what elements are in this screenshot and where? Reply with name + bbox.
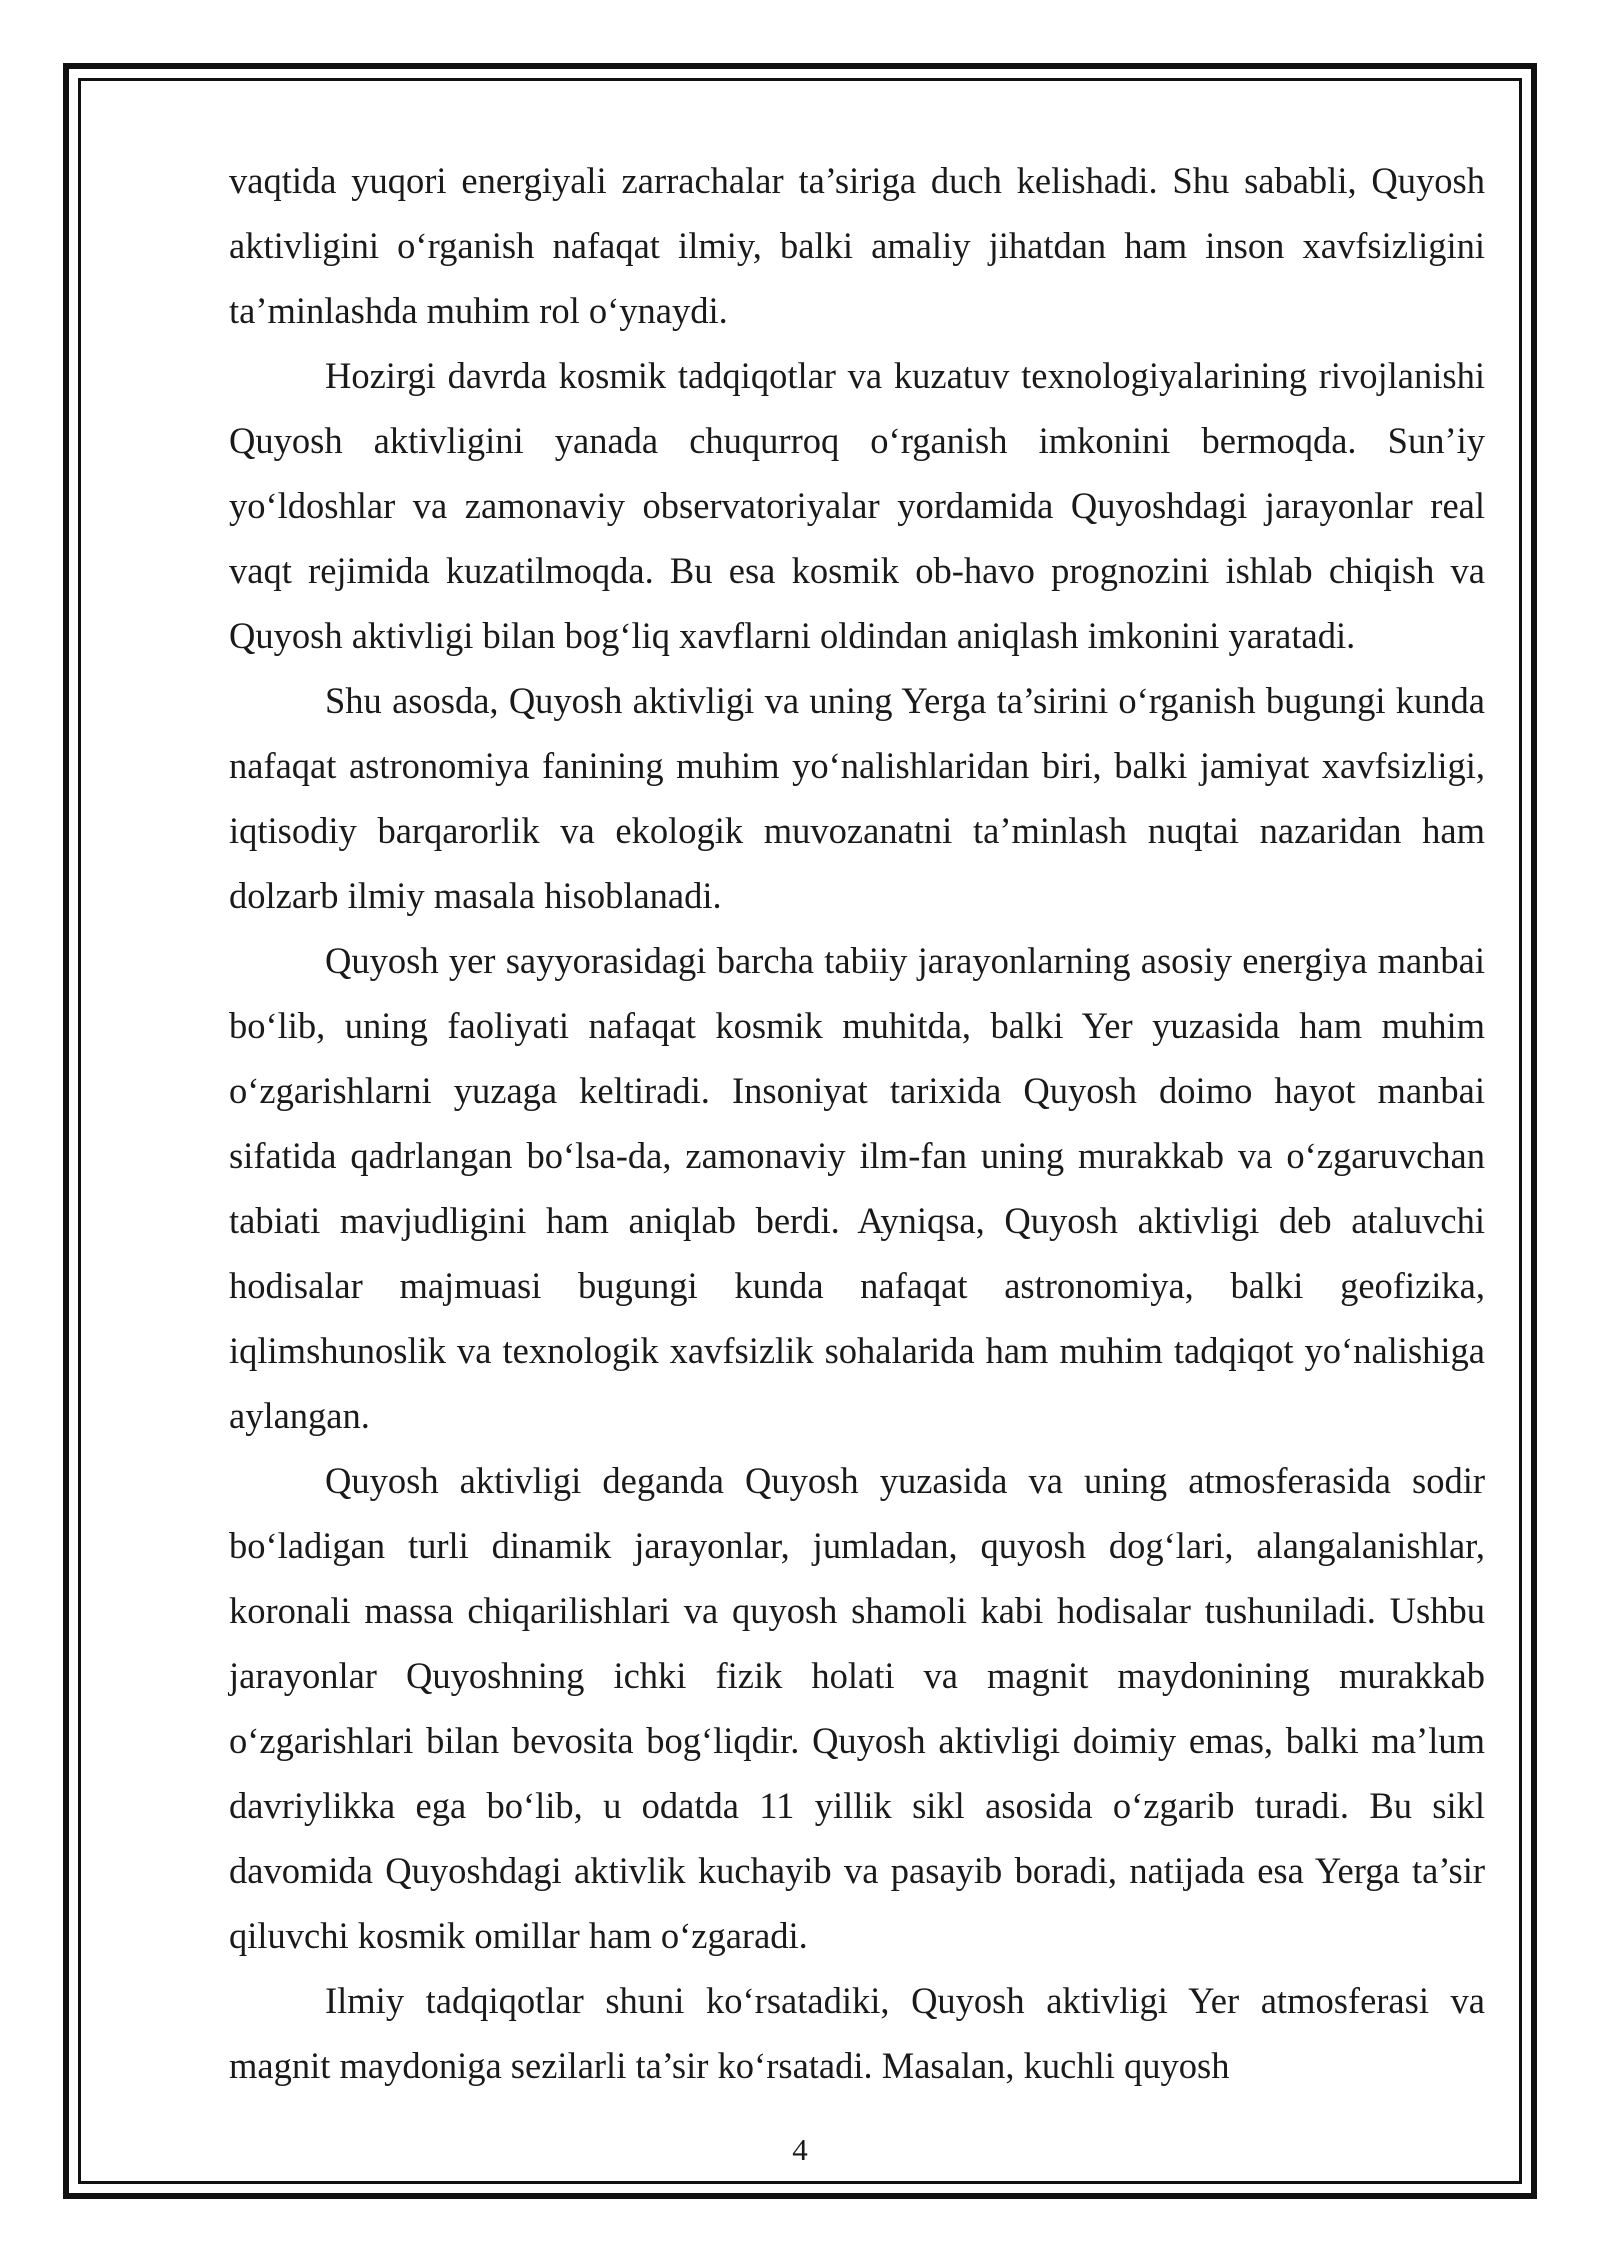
- document-body: [229, 148, 1485, 2098]
- paragraph: Hozirgi davrda kosmik tadqiqotlar va kuzatuv texnologiyalarining rivojlanishi Quyosh aktivligini yanada chuqurroq o‘rganish imkonini bermoqda. Sun’iy yo‘ldoshlar va zamonaviy observatoriyalar yordamida Quyoshdagi jarayonlar real vaqt rejimida kuzatilmoqda. Bu esa kosmik ob-havo prognozini ishlab chiqish va Quyosh aktivligi bilan bog‘liq xavflarni oldindan aniqlash imkonini yaratadi.: [229, 355, 1485, 656]
- paragraph: Quyosh yer sayyorasidagi barcha tabiiy jarayonlarning asosiy energiya manbai bo‘lib, uning faoliyati nafaqat kosmik muhitda, balki Yer yuzasida ham muhim o‘zgarishlarni yuzaga keltiradi. Insoniyat tarixida Quyosh doimo hayot manbai sifatida qadrlangan bo‘lsa-da, zamonaviy ilm-fan uning murakkab va o‘zgaruvchan tabiati mavjudligini ham aniqlab berdi. Ayniqsa, Quyosh aktivligi deb ataluvchi hodisalar majmuasi bugungi kunda nafaqat astronomiya, balki geofizika, iqlimshunoslik va texnologik xavfsizlik sohalarida ham muhim tadqiqot yo‘nalishiga aylangan.: [229, 940, 1485, 1436]
- paragraph-continuation: vaqtida yuqori energiyali zarrachalar ta’siriga duch kelishadi. Shu sababli, Quyosh aktivligini o‘rganish nafaqat ilmiy, balki amaliy jihatdan ham inson xavfsizligini ta’minlashda muhim rol o‘ynaydi.: [229, 160, 1485, 331]
- paragraph: Ilmiy tadqiqotlar shuni ko‘rsatadiki, Quyosh aktivligi Yer atmosferasi va magnit maydoniga sezilarli ta’sir ko‘rsatadi. Masalan, kuchli quyosh: [229, 1980, 1485, 2086]
- paragraph: Quyosh aktivligi deganda Quyosh yuzasida va uning atmosferasida sodir bo‘ladigan turli dinamik jarayonlar, jumladan, quyosh dog‘lari, alangalanishlar, koronali massa chiqarilishlari va quyosh shamoli kabi hodisalar tushuniladi. Ushbu jarayonlar Quyoshning ichki fizik holati va magnit maydonining murakkab o‘zgarishlari bilan bevosita bog‘liqdir. Quyosh aktivligi doimiy emas, balki ma’lum davriylikka ega bo‘lib, u odatda 11 yillik sikl asosida o‘zgarib turadi. Bu sikl davomida Quyoshdagi aktivlik kuchayib va pasayib boradi, natijada esa Yerga ta’sir qiluvchi kosmik omillar ham o‘zgaradi.: [229, 1460, 1485, 1956]
- page-number: 4: [792, 2132, 808, 2167]
- paragraph: Shu asosda, Quyosh aktivligi va uning Yerga ta’sirini o‘rganish bugungi kunda nafaqat astronomiya fanining muhim yo‘nalishlaridan biri, balki jamiyat xavfsizligi, iqtisodiy barqarorlik va ekologik muvozanatni ta’minlash nuqtai nazaridan ham dolzarb ilmiy masala hisoblanadi.: [229, 680, 1485, 916]
